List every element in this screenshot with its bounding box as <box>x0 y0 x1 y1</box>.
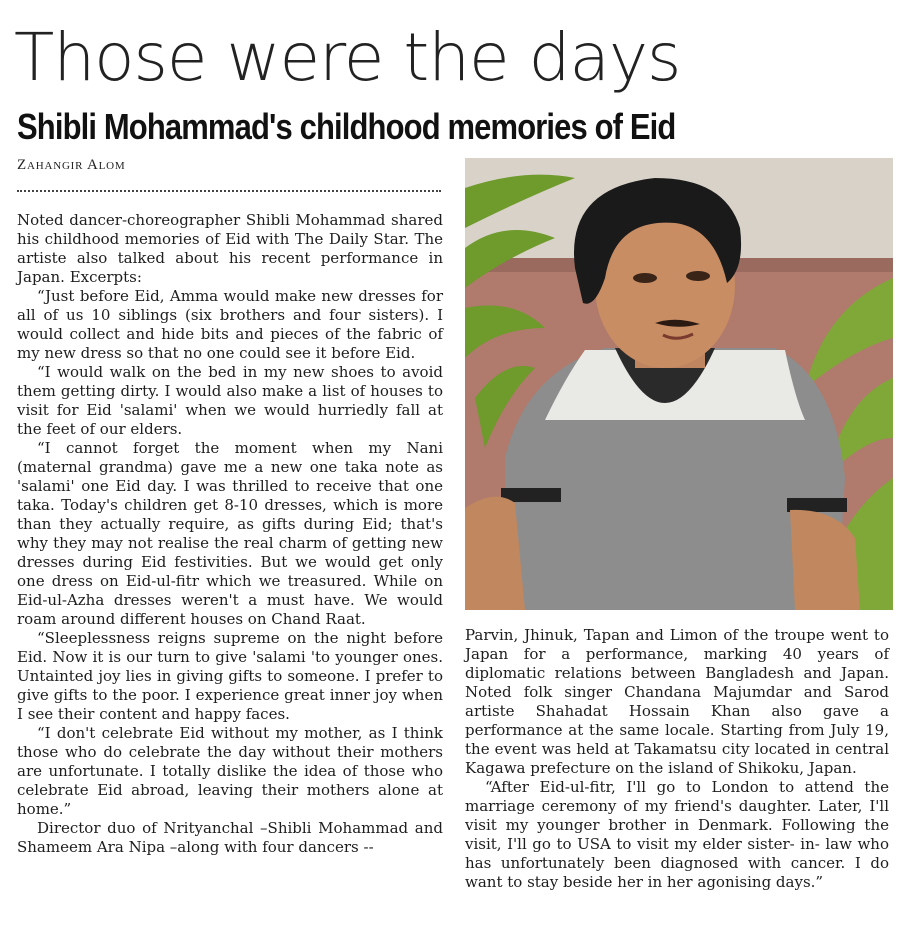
dotted-divider <box>17 190 441 192</box>
paragraph: “Sleeplessness reigns supreme on the night before Eid. Now it is our turn to give 'salami 'to younger ones. Untainted joy lies in giving gifts to someone. I prefer to give gifts to the poor. I experience great inner joy when I see their content and happy faces. <box>17 629 443 723</box>
paragraph: Director duo of Nrityanchal –Shibli Mohammad and Shameem Ara Nipa –along with four dancers -- <box>17 819 443 856</box>
paragraph: “Just before Eid, Amma would make new dresses for all of us 10 siblings (six brothers and four sisters). I would collect and hide bits and pieces of the fabric of my new dress so that no one could see it before Eid. <box>17 287 443 362</box>
left-eye <box>633 273 657 283</box>
right-eye <box>686 271 710 281</box>
paragraph: “After Eid-ul-fitr, I'll go to London to attend the marriage ceremony of my friend's daughter. Later, I'll visit my younger brother in Denmark. Following the visit, I'll go to USA to visit my elder sister- in- law who has unfortunately been diagnosed with cancer. I do want to stay beside her in her agonising days.” <box>465 778 889 891</box>
paragraph: “I would walk on the bed in my new shoes to avoid them getting dirty. I would also make a list of houses to visit for Eid 'salami' when we would hurriedly fall at the feet of our elders. <box>17 363 443 438</box>
article-body-left-column <box>17 211 443 857</box>
portrait-photo <box>465 158 893 610</box>
portrait-illustration <box>465 158 893 610</box>
headline: Those were the days <box>14 19 681 96</box>
subheadline: Shibli Mohammad's childhood memories of Eid <box>17 106 676 147</box>
article-body-right-column <box>465 626 889 892</box>
paragraph: “I don't celebrate Eid without my mother, as I think those who do celebrate the day without their mothers are unfortunate. I totally dislike the idea of those who celebrate Eid abroad, leaving their mothers alone at home.” <box>17 724 443 818</box>
paragraph: Parvin, Jhinuk, Tapan and Limon of the troupe went to Japan for a performance, marking 40 years of diplomatic relations between Bangladesh and Japan. Noted folk singer Chandana Majumdar and Sarod artiste Shahadat Hossain Khan also gave a performance at the same locale. Starting from July 19, the event was held at Takamatsu city located in central Kagawa prefecture on the island of Shikoku, Japan. <box>465 626 889 777</box>
paragraph: Noted dancer-choreographer Shibli Mohammad shared his childhood memories of Eid with The Daily Star. The artiste also talked about his recent performance in Japan. Excerpts: <box>17 211 443 286</box>
byline: Zahangir Alom <box>17 157 126 173</box>
paragraph: “I cannot forget the moment when my Nani (maternal grandma) gave me a new one taka note as 'salami' one Eid day. I was thrilled to receive that one taka. Today's children get 8-10 dresses, which is more than they actually require, as gifts during Eid; that's why they may not realise the real charm of getting new dresses during Eid festivities. But we would get only one dress on Eid-ul-fitr which we treasured. While on Eid-ul-Azha dresses weren't a must have. We would roam around different houses on Chand Raat. <box>17 439 443 628</box>
